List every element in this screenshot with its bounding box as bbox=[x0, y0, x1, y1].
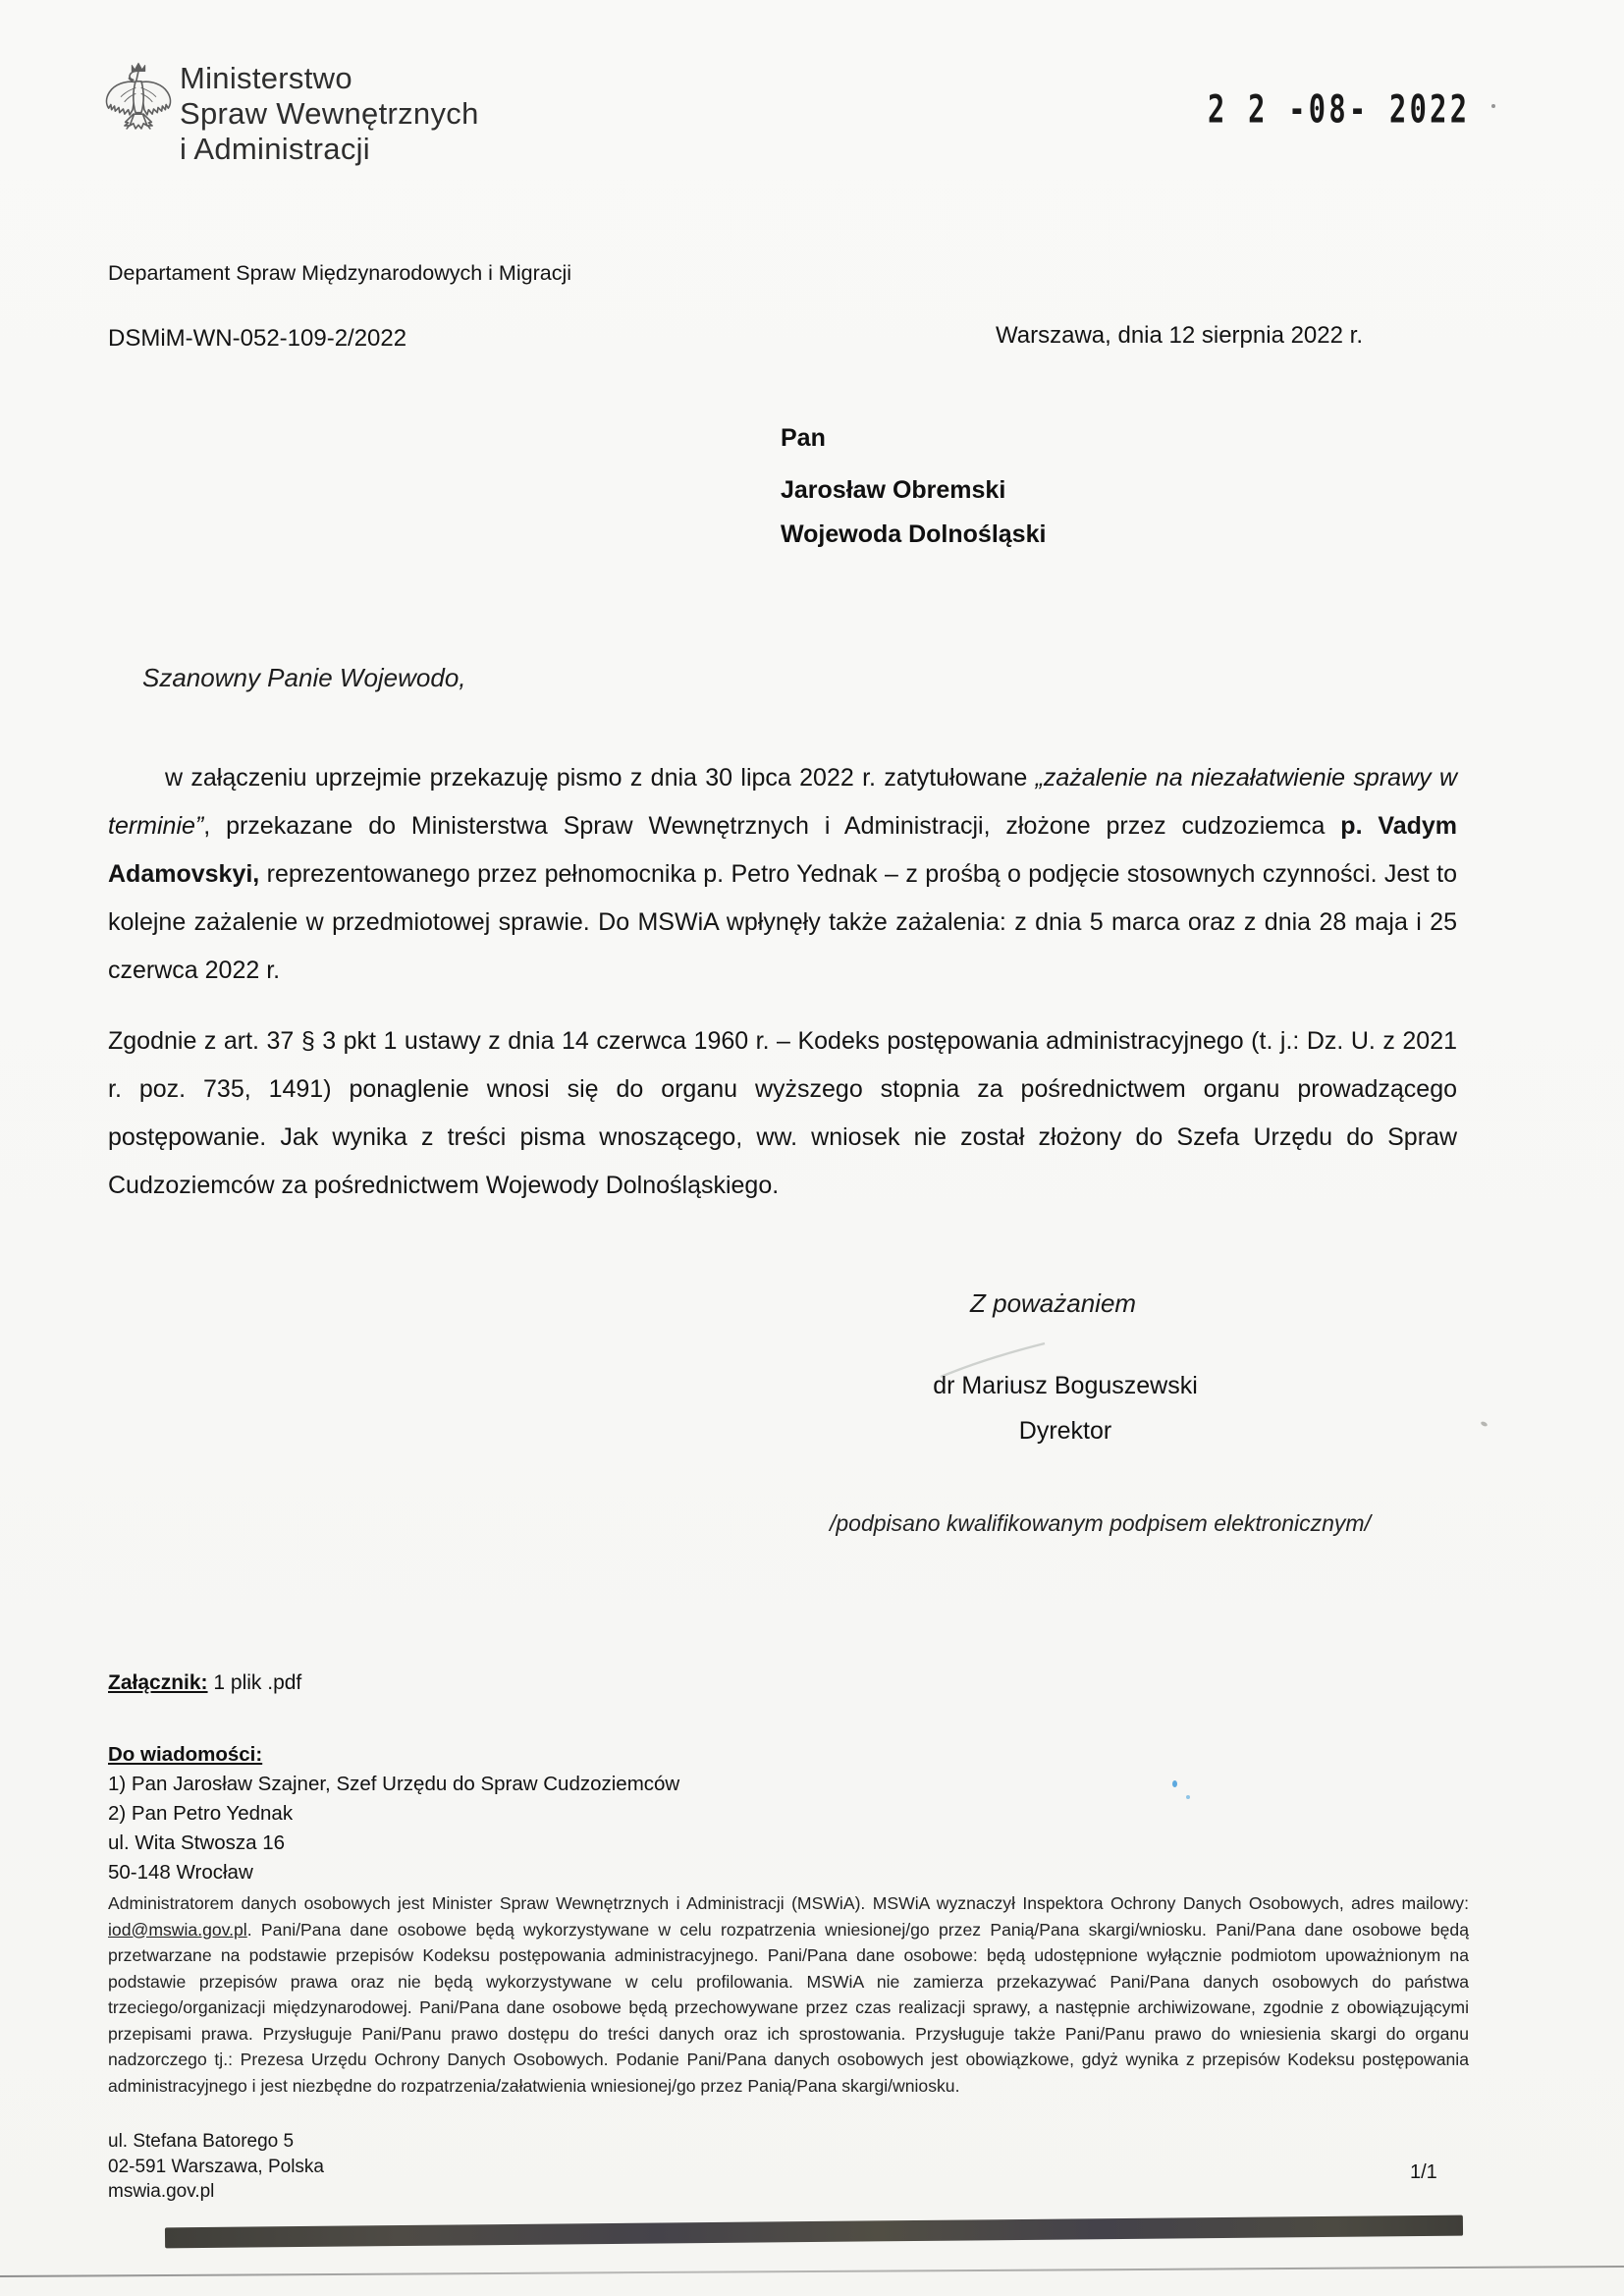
reference-number: DSMiM-WN-052-109-2/2022 bbox=[108, 325, 407, 352]
recipient-block bbox=[781, 416, 1046, 557]
scan-speck bbox=[1186, 1795, 1190, 1799]
attachment-value: 1 plik .pdf bbox=[207, 1671, 302, 1694]
cc-header: Do wiadomości: bbox=[108, 1743, 263, 1766]
polish-eagle-emblem-icon bbox=[102, 55, 175, 157]
attachment-label: Załącznik: bbox=[108, 1671, 208, 1694]
p1-foreigner-name: p. Vadym Adamovskyi, bbox=[108, 812, 1458, 888]
scan-edge-line bbox=[0, 2266, 1624, 2277]
body-paragraph-2: Zgodnie z art. 37 § 3 pkt 1 ustawy z dnia 14 czerwca 1960 r. – Kodeks postępowania administracyjnego (t. j.: Dz. U. z 2021 r. poz. 735, 1491) ponaglenie wnosi się do organu wyższego stopnia za pośrednictwem organu prowadzącego postępowanie. Jak wynika z treści pisma wnoszącego, ww. wniosek nie został złożony do Szefa Urzędu do Spraw Cudzoziemców za pośrednictwem Wojewody Dolnośląskiego. bbox=[108, 1027, 1457, 1199]
place-and-date: Warszawa, dnia 12 sierpnia 2022 r. bbox=[996, 322, 1363, 349]
cc-line-3: ul. Wita Stwosza 16 bbox=[108, 1831, 286, 1854]
scan-speck bbox=[1491, 104, 1495, 108]
attachment-line bbox=[108, 1671, 301, 1695]
department-name: Departament Spraw Międzynarodowych i Migracji bbox=[108, 261, 571, 285]
footer-street: ul. Stefana Batorego 5 bbox=[108, 2131, 295, 2152]
footer-website: mswia.gov.pl bbox=[108, 2181, 215, 2202]
p1-run5: reprezentowanego przez pełnomocnika p. Petro Yednak – z prośbą o podjęcie stosownych czynności. Jest to kolejne zażalenie w przedmiotowej sprawie. Do MSWiA wpłynęły także zażalenia: z dnia 5 marca oraz z dnia 28 maja i 25 czerwca 2022 r. bbox=[108, 860, 1457, 984]
body-paragraph-1 bbox=[108, 754, 1457, 995]
cc-block bbox=[108, 1740, 679, 1887]
p1-quoted-title: „zażalenie na niezałatwienie sprawy w terminie” bbox=[108, 764, 1457, 840]
ministry-name bbox=[180, 61, 479, 167]
recipient-title: Wojewoda Dolnośląski bbox=[781, 520, 1047, 548]
recipient-name: Jarosław Obremski bbox=[781, 476, 1006, 504]
privacy-run2: . Pani/Pana dane osobowe będą wykorzystywane w celu rozpatrzenia wniesionej/go przez Panią/Pana skargi/wniosku. Pani/Pana dane osobowe będą przetwarzane na podstawie przepisów Kodeksu postępowania administracyjnego. Pani/Pana dane osobowe: będą udostępnione wyłącznie podmiotom upoważnionym na podstawie przepisów prawa oraz nie będą wykorzystywane w celu profilowania. MSWiA nie zamierza przekazywać Pani/Pana danych osobowych do państwa trzeciego/organizacji międzynarodowej. Pani/Pana dane osobowe będą przechowywane przez czas realizacji sprawy, a następnie archiwizowane, zgodnie z obowiązującymi przepisami prawa. Przysługuje Pani/Panu prawo dostępu do treści danych oraz ich sprostowania. Przysługuje także Pani/Panu prawo do wniesienia skargi do organu nadzorczego tj.: Prezesa Urzędu Ochrony Danych Osobowych. Podanie Pani/Pana danych osobowych jest obowiązkowe, gdyż wynika z przepisów Kodeksu postępowania administracyjnego i jest niezbędne do rozpatrzenia/załatwienia wniesionej/go przez Panią/Pana skargi/wniosku. bbox=[108, 1919, 1469, 2096]
cc-line-4: 50-148 Wrocław bbox=[108, 1861, 253, 1884]
p1-run1: w załączeniu uprzejmie przekazuję pismo z dnia 30 lipca 2022 r. zatytułowane bbox=[165, 764, 1036, 792]
recipient-salutation: Pan bbox=[781, 424, 826, 452]
received-date-stamp: 2 2 -08- 2022 bbox=[1208, 88, 1471, 133]
footer-city: 02-591 Warszawa, Polska bbox=[108, 2156, 325, 2177]
cc-line-2: 2) Pan Petro Yednak bbox=[108, 1802, 294, 1825]
page-number: 1/1 bbox=[1410, 2161, 1437, 2183]
signature-block bbox=[903, 1363, 1227, 1453]
cc-line-1: 1) Pan Jarosław Szajner, Szef Urzędu do Spraw Cudzoziemców bbox=[108, 1773, 680, 1795]
electronic-signature-note: /podpisano kwalifikowanym podpisem elektronicznym/ bbox=[830, 1510, 1371, 1536]
letter-body bbox=[108, 754, 1457, 1210]
ministry-name-line3: i Administracji bbox=[180, 132, 370, 166]
privacy-email: iod@mswia.gov.pl bbox=[108, 1919, 247, 1940]
scan-speck bbox=[1480, 1421, 1488, 1428]
p1-run3: , przekazane do Ministerstwa Spraw Wewnętrznych i Administracji, złożone przez cudzoziemca bbox=[203, 812, 1341, 840]
signer-title: Dyrektor bbox=[1018, 1417, 1112, 1445]
valediction: Z poważaniem bbox=[970, 1288, 1137, 1318]
footer-address bbox=[108, 2129, 324, 2205]
ministry-name-line2: Spraw Wewnętrznych bbox=[180, 96, 479, 131]
ministry-name-line1: Ministerstwo bbox=[180, 61, 352, 95]
signer-name: dr Mariusz Boguszewski bbox=[933, 1372, 1198, 1399]
privacy-notice bbox=[108, 1890, 1469, 2099]
scan-bottom-bar bbox=[165, 2215, 1463, 2249]
greeting-line: Szanowny Panie Wojewodo, bbox=[142, 663, 466, 692]
scan-speck bbox=[1172, 1780, 1177, 1787]
privacy-run1: Administratorem danych osobowych jest Minister Spraw Wewnętrznych i Administracji (MSWiA). MSWiA wyznaczył Inspektora Ochrony Danych Osobowych, adres mailowy: bbox=[108, 1893, 1469, 1913]
